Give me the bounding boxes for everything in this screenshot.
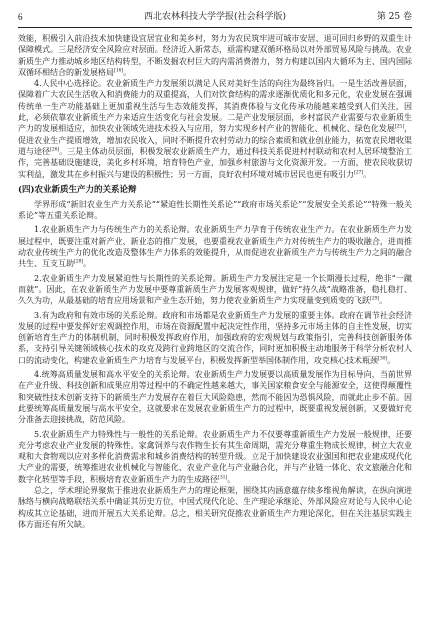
section-heading: (四)农业新质生产力的关系论辩	[18, 184, 137, 195]
paragraph-intro: 学界形成“新旧农业生产力关系论”“紧迫性长期性关系论”“政府市场关系论”“发展安全关系论”“特殊一般关系论”等五重关系论辩。	[18, 199, 412, 221]
paragraph-closing: 总之，学术理论界聚焦于推进农业新质生产力的理论框架，围绕其内涵意蕴存续多维视角解读，在纵向演进脉络与横向战略联结关系中确证其历史方位，中国式现代化论、生产理论承继论、外部风险应对论与人民中心论构成其立论基础，进而开展五大关系论辩。总之，相关研究促推农业新质生产力理论深化，但在关注基层实践主体方面还有所欠缺。	[18, 485, 412, 529]
citation: [27]	[354, 168, 364, 175]
paragraph-item-4: 4.统筹高质量发展和高水平安全的关系论辩。农业新质生产力发展要以高质量发展作为目标导向，当前世界在产业升级、科技创新和成果应用等过程中的不确定性越来越大，事关国家粮食安全与能源安全，这使得颠覆性和突破性技术创新支持下的新质生产力发展存在着巨大风险隐患，然而不能因为恐惧风险，而就此止步不前。因此要统筹高质量发展与高水平安全，这就要求在发展农业新质生产力的过程中，既要重视发展创新，又要做好充分准备去迎接挑战，防范风险。	[18, 370, 412, 425]
paragraph-item-3: 3.有为政府和有效市场的关系论辩。政府和市场都是农业新质生产力发展的重要主体。政府在调节社会经济发展的过程中要发挥好宏观调控作用，市场在资源配置中起决定性作用，坚持多元市场主体的自主性发展，切实创新培育生产力的体制机制，同时积极发挥政府作用，加强政府的宏观规划与政策指引，完善科技创新服务体系，支持引导关键领域核心技术的攻克及跨行业跨地区的交流合作，同时更加积极主动地服务于科学分析农村人口的流动变化，构建农业新质生产力培育与发展平台，积极发挥新型举国体制作用，攻克核心技术瓶颈[30]。	[18, 310, 412, 365]
citation: [26]	[50, 146, 60, 153]
article-body	[18, 33, 412, 619]
running-header	[18, 10, 412, 24]
journal-title: 西北农林科技大学学报(社会科学版)	[143, 12, 287, 22]
paragraph-item-1: 1.农业新质生产力与传统生产力的关系论辩。农业新质生产力孕育于传统农业生产力。在农业新质生产力发展过程中，既要注重对新产业、新业态的推广发展，也要重视农业新质生产力对传统生产力的吸收融合，进而推动农业传统生产力的优化改造及整体生产力体系的效能提升，从而促进农业新质生产力与传统生产力之间的融合共生、互支互助[28]。	[18, 225, 412, 269]
citation: [31]	[218, 474, 228, 481]
citation: [29]	[370, 295, 380, 302]
citation: [25]	[394, 123, 404, 130]
volume-label: 第 25 卷	[376, 12, 412, 22]
citation: [28]	[74, 258, 84, 265]
paragraph-item-5: 5.农业新质生产力特殊性与一般性的关系论辩。农业新质生产力不仅要尊重新质生产力发展一般规律，还要充分考虑农业产业发展的特殊性。家禽饲养与农作物生长有其生命周期，需充分尊重生物成长规律，树立大农业观和大食物观以应对多样化消费需求和城乡消费结构的转型升级。立足于加快建设农业强国和把农业建成现代化大产业的需要，统筹推进农业机械化与智能化、农业产业化与产业融合化，并与产业链一体化、农文旅融合化和数字化转型等手段，积极培育农业新质生产力的生成路径[31]。	[18, 429, 412, 484]
citation: [16]	[114, 67, 124, 74]
paragraph-economic-security: 效能，积极引入前沿技术加快建设宜居宜业和美乡村，努力为农民筑牢进可城市安居、退可回归乡野的双重生计保障模式。三是经济安全风险应对层面。经济近入新常态，亟需构建双循环格局以对外部贸易风险与挑战。农业新质生产力推动城乡地区结构转型，不断发掘农村巨大的内需消费潜力，努力构建以国内大循环为主、国内国际双循环相结合的新发展格局[16]。	[18, 34, 412, 77]
citation: [30]	[378, 355, 388, 362]
page-number: 6	[18, 12, 23, 22]
header-rule	[18, 27, 412, 28]
paragraph-people-centered: 4.人民中心选择论。农业新质生产力发展须以满足人民对美好生活的向往为最终旨归。一是生活改善层面，保障着广大农民生活收入和消费能力的双重提高，人们对饮食结构的需求逐渐优质化和多元化，农业发展在强调传统单一生产功能基础上更加重视生活与生态效能发挥，其消费体验与文化传承功能越来越受到人们关注，因此，必须依靠农业新质生产力来适应生活变化与社会发展。二是产业发展层面，乡村富民产业需要与农业新质生产力的发展相适应，加快农业领域先进技术投入与应用，努力实现乡村产业的智能化、机械化、绿色化发展[25]，促进农业生产提质增效，增加农民收入，同时不断提升农村劳动力的综合素质和就业创业能力，拓宽农民增收渠道与途径[26]。三是主体动员层面，积极发展农业新质生产力，通过科技关系促进村村联动和农村人居环境整治工作，完善基础设施建设，美化乡村环境，培育特色产业，加强乡村旅游与文化资源开发。一方面，使农民收获切实利益，激发其在乡村振兴与建设的积极性；另一方面，良好农村环境对城市居民也更有吸引力[27]。	[18, 79, 412, 179]
paragraph-item-2: 2.农业新质生产力发展紧迫性与长期性的关系论辩。新质生产力发展注定是一个长期漫长过程，绝非“一蹴而就”。因此，在农业新质生产力发展中要尊重新质生产力发展客观规律，做好“持久战”战略准备，稳扎稳打、久久为功，从最基础的培育应用场景和产业生态开始，努力使农业新质生产力实现量变到质变的飞跃[29]。	[18, 273, 412, 306]
